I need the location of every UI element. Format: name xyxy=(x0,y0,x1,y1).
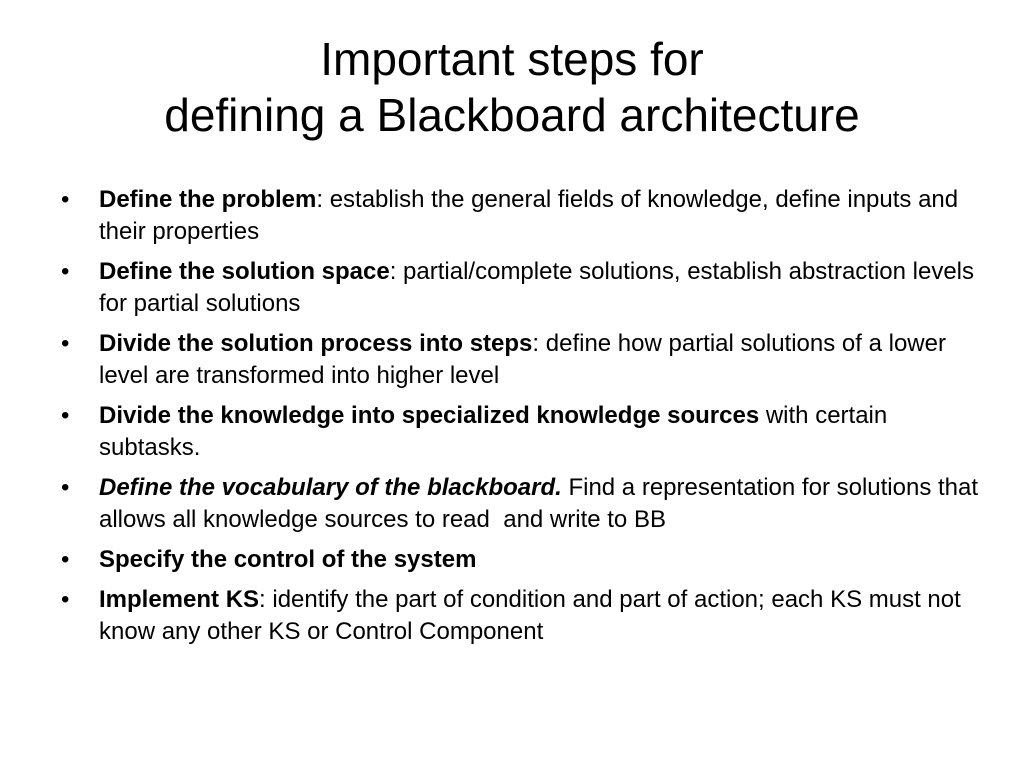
bullet-text: Find a representation for solutions that allows all knowledge sources to read and write to BB xyxy=(99,474,985,533)
bullet-list xyxy=(61,184,985,656)
bullet-dot-icon: • xyxy=(61,546,70,573)
title-line-1: Important steps for xyxy=(320,33,704,85)
bullet-text: : define how partial solutions of a lower level are transformed into higher level xyxy=(99,330,946,389)
bullet-lead: Divide the knowledge into specialized knowledge sources xyxy=(99,402,760,429)
bullet-dot-icon: • xyxy=(61,402,70,429)
bullet-item-divide-solution-process xyxy=(61,328,981,392)
bullet-text: : identify the part of condition and part of action; each KS must not know any other KS or Control Component xyxy=(99,586,961,645)
title-line-2: defining a Blackboard architecture xyxy=(164,89,860,141)
bullet-dot-icon: • xyxy=(61,330,70,357)
bullet-item-define-solution-space xyxy=(61,256,981,320)
bullet-dot-icon: • xyxy=(61,586,70,613)
bullet-item-define-problem xyxy=(61,184,981,248)
bullet-text: : partial/complete solutions, establish abstraction levels for partial solutions xyxy=(99,258,975,317)
bullet-item-divide-knowledge xyxy=(61,400,981,464)
bullet-lead: Define the vocabulary of the blackboard. xyxy=(99,474,562,501)
bullet-lead: Define the solution space xyxy=(99,258,390,285)
bullet-dot-icon: • xyxy=(61,474,70,501)
bullet-lead: Divide the solution process into steps xyxy=(99,330,533,357)
bullet-item-specify-control xyxy=(61,544,981,576)
bullet-lead: Specify the control of the system xyxy=(99,546,477,573)
slide-title xyxy=(0,31,1024,143)
bullet-lead: Implement KS xyxy=(99,586,260,613)
bullet-dot-icon: • xyxy=(61,186,70,213)
bullet-item-define-vocabulary xyxy=(61,472,985,536)
bullet-dot-icon: • xyxy=(61,258,70,285)
bullet-lead: Define the problem xyxy=(99,186,317,213)
bullet-text: : establish the general fields of knowledge, define inputs and their properties xyxy=(99,186,959,245)
bullet-item-implement-ks xyxy=(61,584,981,648)
bullet-text: with certain subtasks. xyxy=(99,402,888,461)
